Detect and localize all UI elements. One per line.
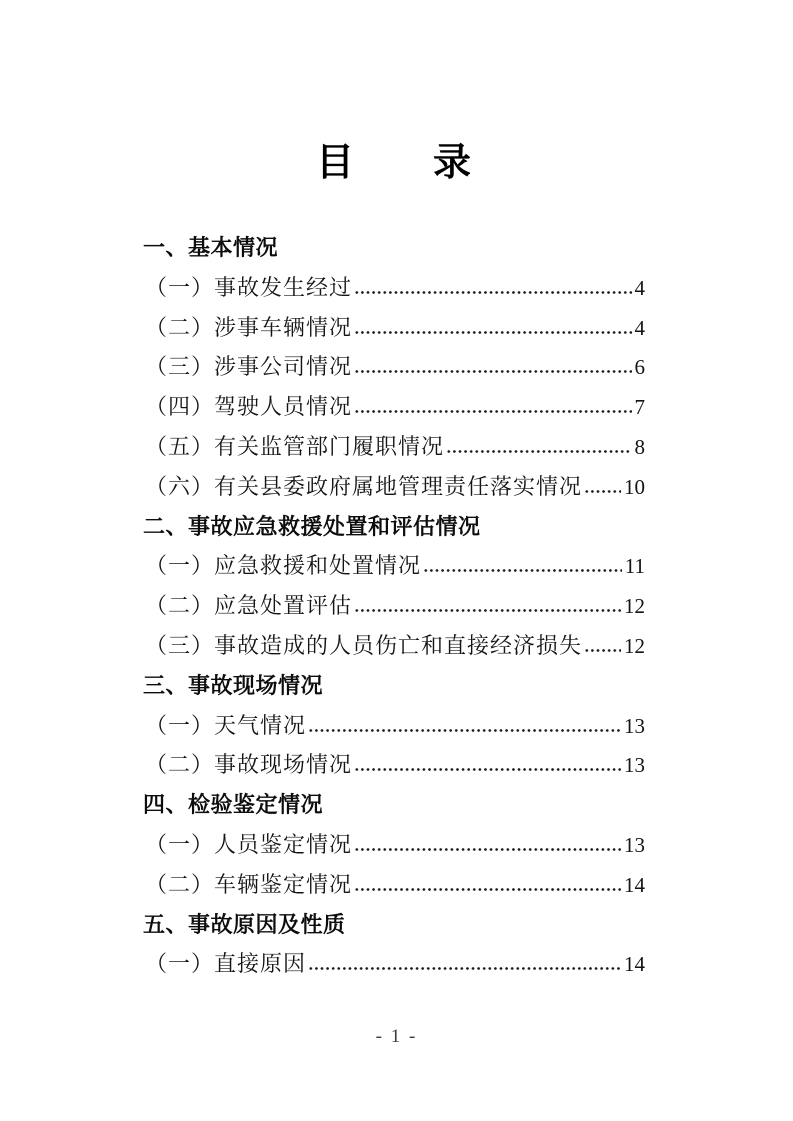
toc-entry[interactable] bbox=[143, 865, 645, 905]
dot-leader bbox=[308, 966, 621, 971]
toc-entry[interactable] bbox=[143, 944, 645, 984]
toc-section-heading-label: 五、事故原因及性质 bbox=[143, 911, 346, 937]
toc-entry-page: 4 bbox=[634, 275, 645, 300]
toc-entry-label: （二）应急处置评估 bbox=[145, 593, 353, 619]
toc-entry-label: （一）直接原因 bbox=[145, 951, 307, 977]
dot-leader bbox=[354, 608, 621, 613]
toc-entry-label: （一）事故发生经过 bbox=[145, 274, 353, 300]
toc-entry-page: 14 bbox=[624, 872, 645, 897]
toc-section-heading[interactable] bbox=[143, 507, 645, 547]
toc-entry[interactable] bbox=[143, 387, 645, 427]
dot-leader bbox=[354, 409, 631, 414]
toc-title: 目 录 bbox=[315, 142, 472, 184]
toc-entry-label: （一）应急救援和处置情况 bbox=[145, 553, 422, 579]
toc-entry-label: （六）有关县委政府属地管理责任落实情况 bbox=[145, 473, 583, 499]
page-number-footer: - 1 - bbox=[375, 1026, 418, 1047]
dot-leader bbox=[584, 648, 621, 653]
toc-section-heading[interactable] bbox=[143, 785, 645, 825]
toc-entry[interactable] bbox=[143, 546, 645, 586]
toc-entry-label: （二）车辆鉴定情况 bbox=[145, 871, 353, 897]
toc-entry-label: （三）涉事公司情况 bbox=[145, 354, 353, 380]
toc-entry[interactable] bbox=[143, 706, 645, 746]
toc-entry-page: 10 bbox=[624, 474, 645, 499]
toc-entry-label: （一）人员鉴定情况 bbox=[145, 831, 353, 857]
toc-entry-page: 11 bbox=[624, 554, 645, 579]
dot-leader bbox=[584, 489, 621, 494]
toc-entry-page: 13 bbox=[624, 832, 645, 857]
toc-entry[interactable] bbox=[143, 268, 645, 308]
toc-entry-page: 12 bbox=[624, 594, 645, 619]
toc-entry-label: （四）驾驶人员情况 bbox=[145, 394, 353, 420]
toc-entry-page: 14 bbox=[624, 952, 645, 977]
toc-entry-page: 6 bbox=[634, 355, 645, 380]
toc-entry-page: 7 bbox=[634, 395, 645, 420]
toc-entry-page: 8 bbox=[634, 434, 645, 459]
toc-entry[interactable] bbox=[143, 347, 645, 387]
toc-entry[interactable] bbox=[143, 308, 645, 348]
dot-leader bbox=[354, 887, 621, 892]
toc-list bbox=[143, 228, 645, 984]
toc-section-heading[interactable] bbox=[143, 666, 645, 706]
dot-leader bbox=[308, 728, 621, 733]
toc-entry[interactable] bbox=[143, 626, 645, 666]
toc-entry-label: （三）事故造成的人员伤亡和直接经济损失 bbox=[145, 632, 583, 658]
toc-entry-label: （一）天气情况 bbox=[145, 712, 307, 738]
toc-entry-page: 13 bbox=[624, 713, 645, 738]
toc-entry[interactable] bbox=[143, 745, 645, 785]
dot-leader bbox=[354, 847, 621, 852]
toc-entry-page: 4 bbox=[634, 315, 645, 340]
toc-section-heading-label: 二、事故应急救援处置和评估情况 bbox=[143, 513, 481, 539]
dot-leader bbox=[354, 369, 631, 374]
dot-leader bbox=[354, 290, 631, 295]
toc-entry-page: 13 bbox=[624, 753, 645, 778]
toc-entry-page: 12 bbox=[624, 633, 645, 658]
dot-leader bbox=[354, 767, 621, 772]
toc-section-heading[interactable] bbox=[143, 228, 645, 268]
toc-entry[interactable] bbox=[143, 586, 645, 626]
dot-leader bbox=[423, 568, 622, 573]
dot-leader bbox=[354, 330, 631, 335]
toc-section-heading-label: 四、检验鉴定情况 bbox=[143, 792, 324, 818]
toc-entry[interactable] bbox=[143, 825, 645, 865]
toc-section-heading[interactable] bbox=[143, 905, 645, 945]
toc-entry[interactable] bbox=[143, 467, 645, 507]
toc-entry[interactable] bbox=[143, 427, 645, 467]
toc-section-heading-label: 一、基本情况 bbox=[143, 235, 279, 260]
toc-section-heading-label: 三、事故现场情况 bbox=[143, 672, 324, 698]
toc-entry-label: （二）事故现场情况 bbox=[145, 752, 353, 778]
toc-entry-label: （二）涉事车辆情况 bbox=[145, 314, 353, 340]
toc-entry-label: （五）有关监管部门履职情况 bbox=[145, 433, 445, 459]
dot-leader bbox=[446, 449, 631, 454]
